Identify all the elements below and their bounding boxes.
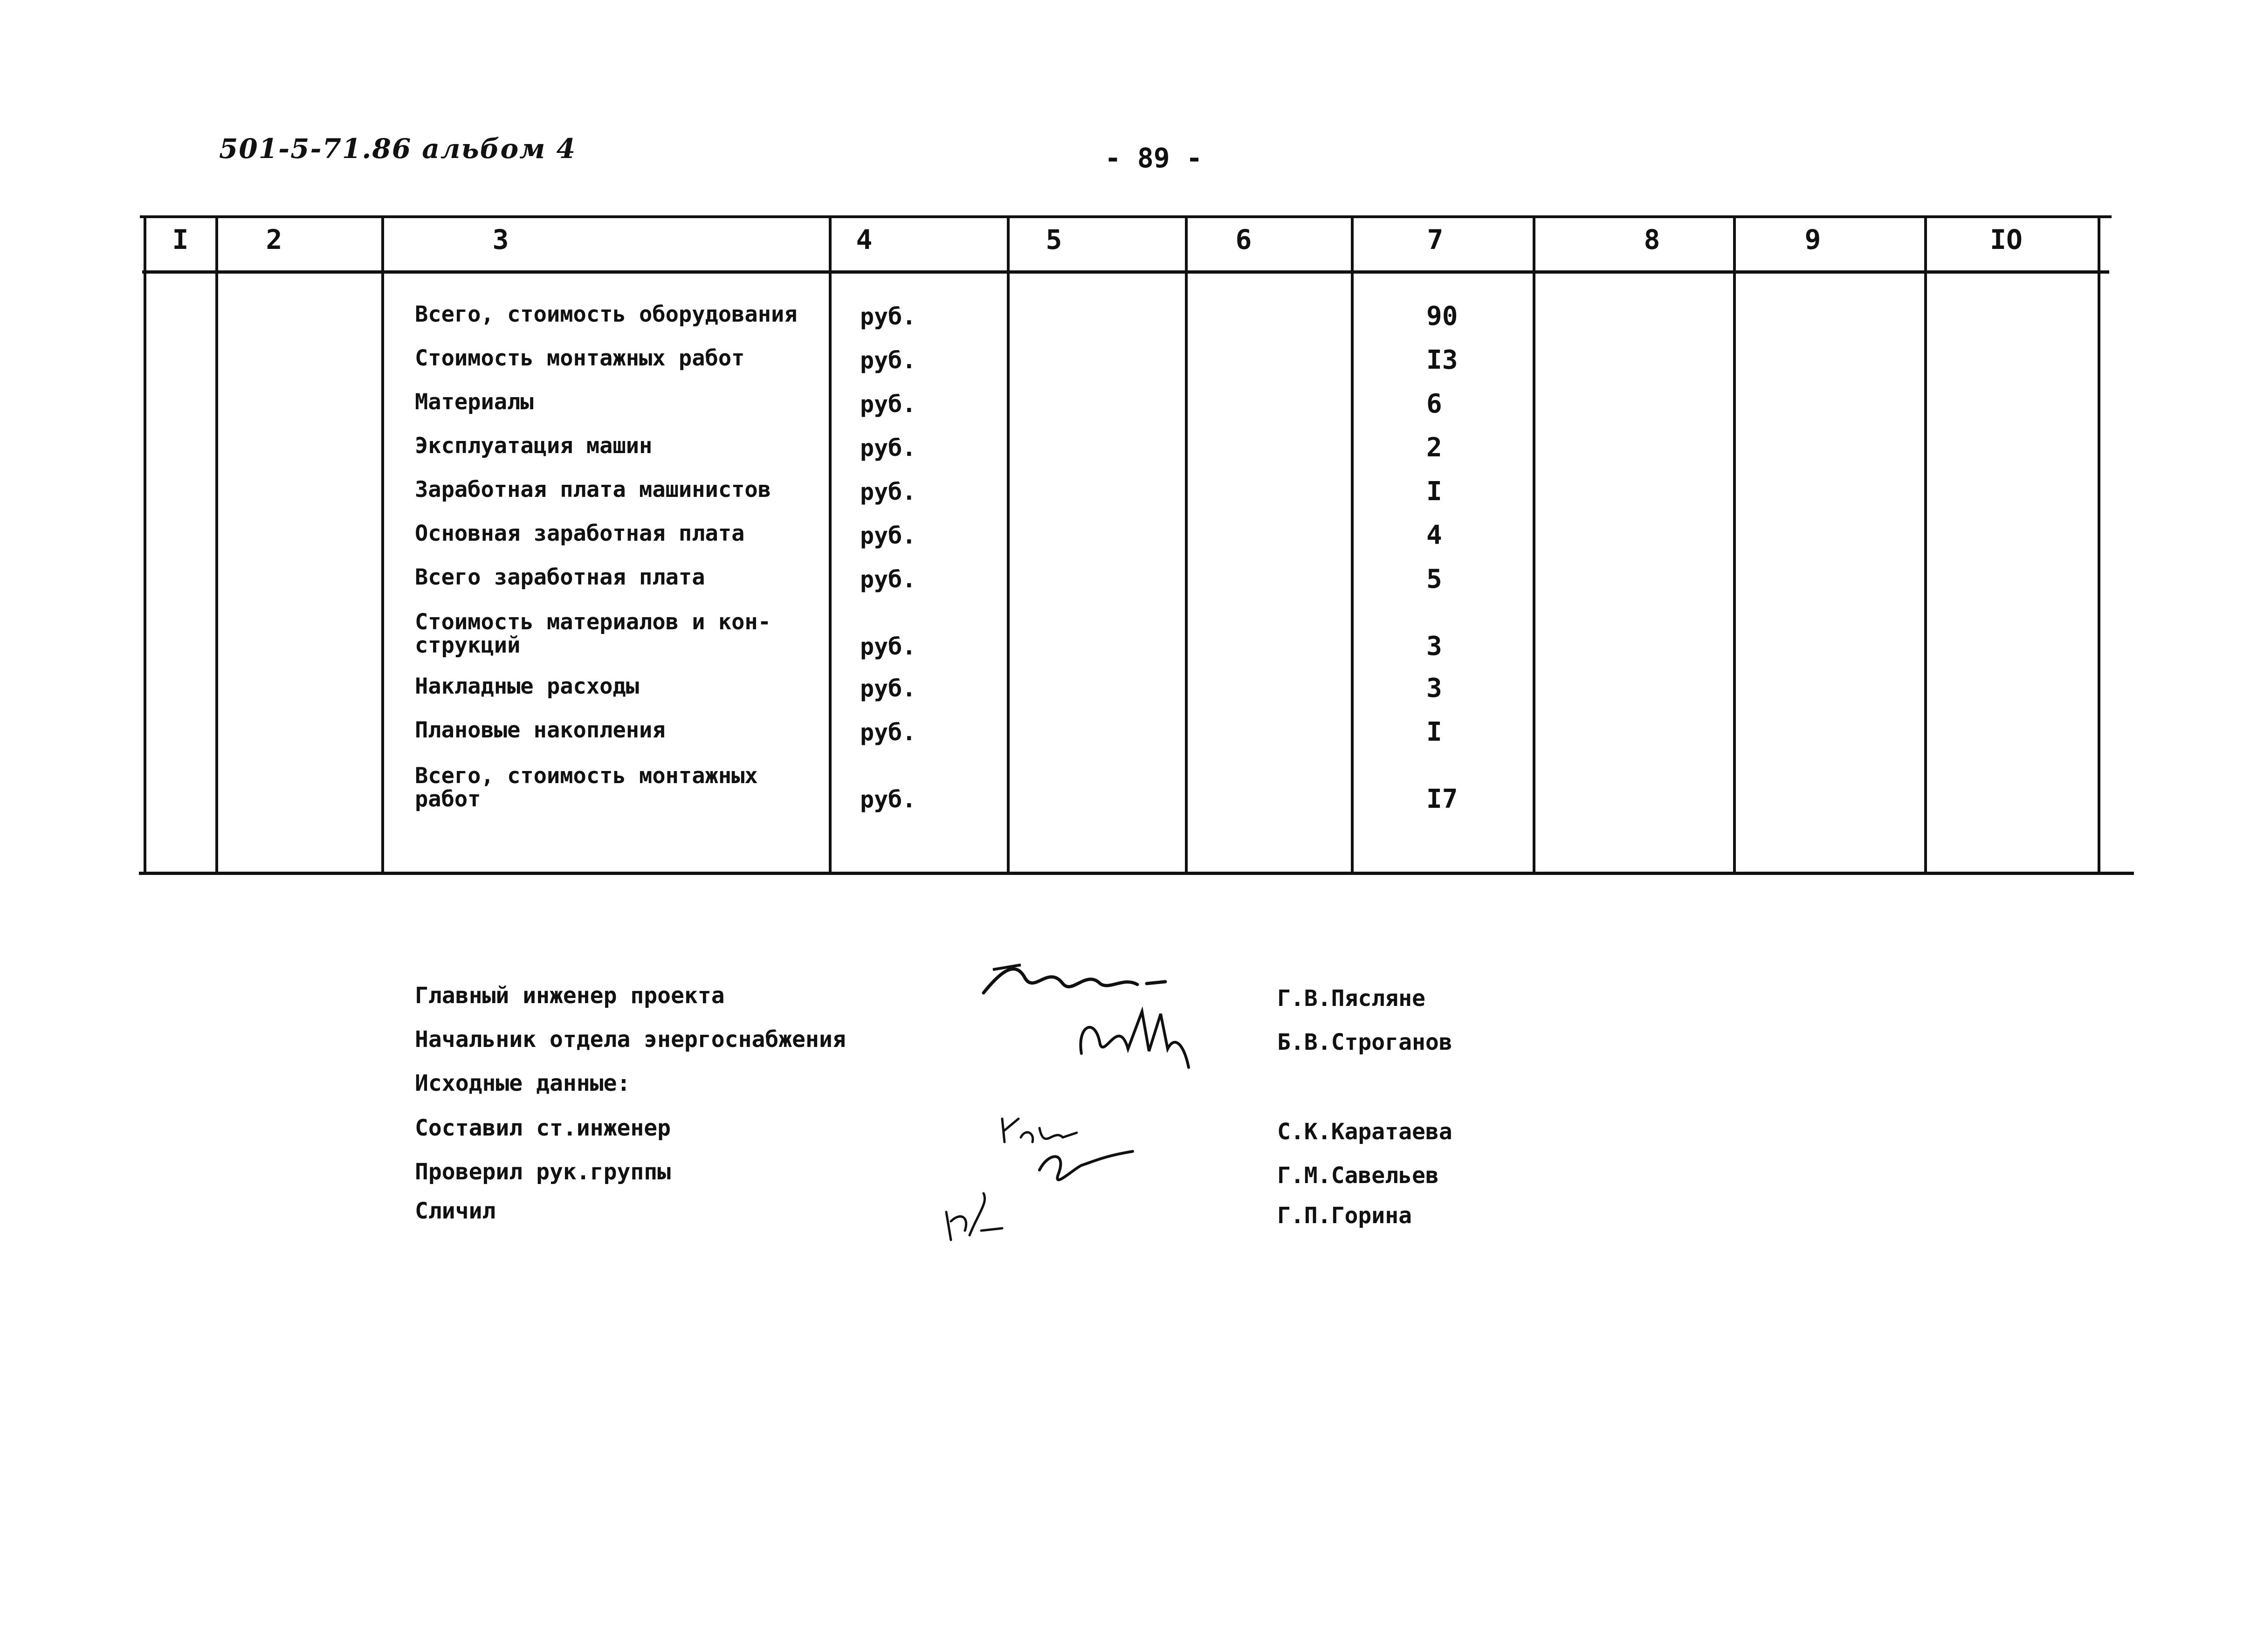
table-column-divider (1924, 215, 1927, 873)
cost-item-value: I (1426, 717, 1442, 747)
cost-item-name: Эксплуатация машин (415, 433, 653, 459)
cost-item-unit: руб. (860, 675, 916, 702)
signatory-position: Сличил (415, 1198, 496, 1224)
page-number: - 89 - (1105, 142, 1203, 174)
table-column-divider (1351, 215, 1354, 873)
column-number: 4 (856, 224, 873, 255)
table-column-divider (1733, 215, 1736, 873)
handwritten-signature (937, 1184, 1012, 1249)
signatory-position: Проверил рук.группы (415, 1159, 671, 1185)
cost-item-name: Заработная плата машинистов (415, 477, 771, 502)
cost-item-value: I3 (1426, 345, 1458, 375)
table-column-divider (381, 215, 384, 873)
cost-item-unit: руб. (860, 786, 916, 813)
handwritten-signature (993, 1100, 1151, 1193)
cost-item-unit: руб. (860, 566, 916, 593)
cost-item-unit: руб. (860, 719, 916, 746)
cost-item-value: 2 (1426, 433, 1442, 463)
table-column-divider (1185, 215, 1188, 873)
signatory-position: Составил ст.инженер (415, 1115, 671, 1141)
signatory-name: Б.В.Строганов (1277, 1029, 1452, 1055)
cost-item-value: 90 (1426, 301, 1458, 331)
table-column-divider (1007, 215, 1010, 873)
column-number: I (172, 224, 189, 255)
cost-item-name: Материалы (415, 389, 534, 415)
cost-item-unit: руб. (860, 303, 916, 330)
cost-item-unit: руб. (860, 434, 916, 461)
cost-item-unit: руб. (860, 522, 916, 549)
signatory-position: Начальник отдела энергоснабжения (415, 1026, 846, 1053)
cost-item-value: 5 (1426, 564, 1442, 594)
table-column-divider (1533, 215, 1535, 873)
signatory-name: С.К.Каратаева (1277, 1119, 1452, 1145)
column-number: 6 (1235, 224, 1252, 255)
column-number: IO (1990, 224, 2023, 255)
signatory-name: Г.В.Пясляне (1277, 985, 1425, 1012)
cost-item-unit: руб. (860, 478, 916, 505)
column-number: 8 (1644, 224, 1660, 255)
cost-item-value: 3 (1426, 631, 1442, 661)
cost-item-name: Всего, стоимость оборудования (415, 302, 798, 327)
table-column-divider (2098, 215, 2100, 873)
column-number: 5 (1046, 224, 1062, 255)
signatory-name: Г.М.Савельев (1277, 1163, 1439, 1189)
table-bottom-border (139, 872, 2134, 875)
cost-item-unit: руб. (860, 347, 916, 374)
table-top-border (140, 215, 2112, 218)
cost-item-name: Стоимость монтажных работ (415, 345, 745, 371)
table-column-divider (215, 215, 218, 873)
source-data-label: Исходные данные: (415, 1070, 631, 1096)
table-column-divider (144, 215, 146, 873)
column-number: 2 (266, 224, 282, 255)
cost-item-name: Стоимость материалов и кон- струкций (415, 609, 771, 658)
signatory-position: Главный инженер проекта (415, 983, 725, 1009)
cost-item-value: 4 (1426, 520, 1442, 551)
table-header-divider (142, 270, 2109, 274)
cost-item-value: I7 (1426, 784, 1458, 814)
cost-item-value: 3 (1426, 673, 1442, 703)
column-number: 7 (1427, 224, 1444, 255)
cost-item-unit: руб. (860, 391, 916, 418)
handwritten-signature (1067, 998, 1207, 1072)
column-number: 9 (1804, 224, 1821, 255)
signatory-name: Г.П.Горина (1277, 1203, 1412, 1229)
cost-item-unit: руб. (860, 633, 916, 660)
cost-item-name: Всего, стоимость монтажных работ (415, 763, 758, 812)
cost-item-name: Накладные расходы (415, 674, 640, 699)
cost-item-value: I (1426, 476, 1442, 507)
document-reference: 501-5-71.86 альбом 4 (219, 133, 576, 165)
cost-item-value: 6 (1426, 389, 1442, 419)
cost-item-name: Основная заработная плата (415, 521, 745, 546)
column-number: 3 (492, 224, 509, 255)
cost-item-name: Плановые накопления (415, 717, 666, 743)
cost-item-name: Всего заработная плата (415, 564, 705, 590)
table-column-divider (829, 215, 832, 873)
